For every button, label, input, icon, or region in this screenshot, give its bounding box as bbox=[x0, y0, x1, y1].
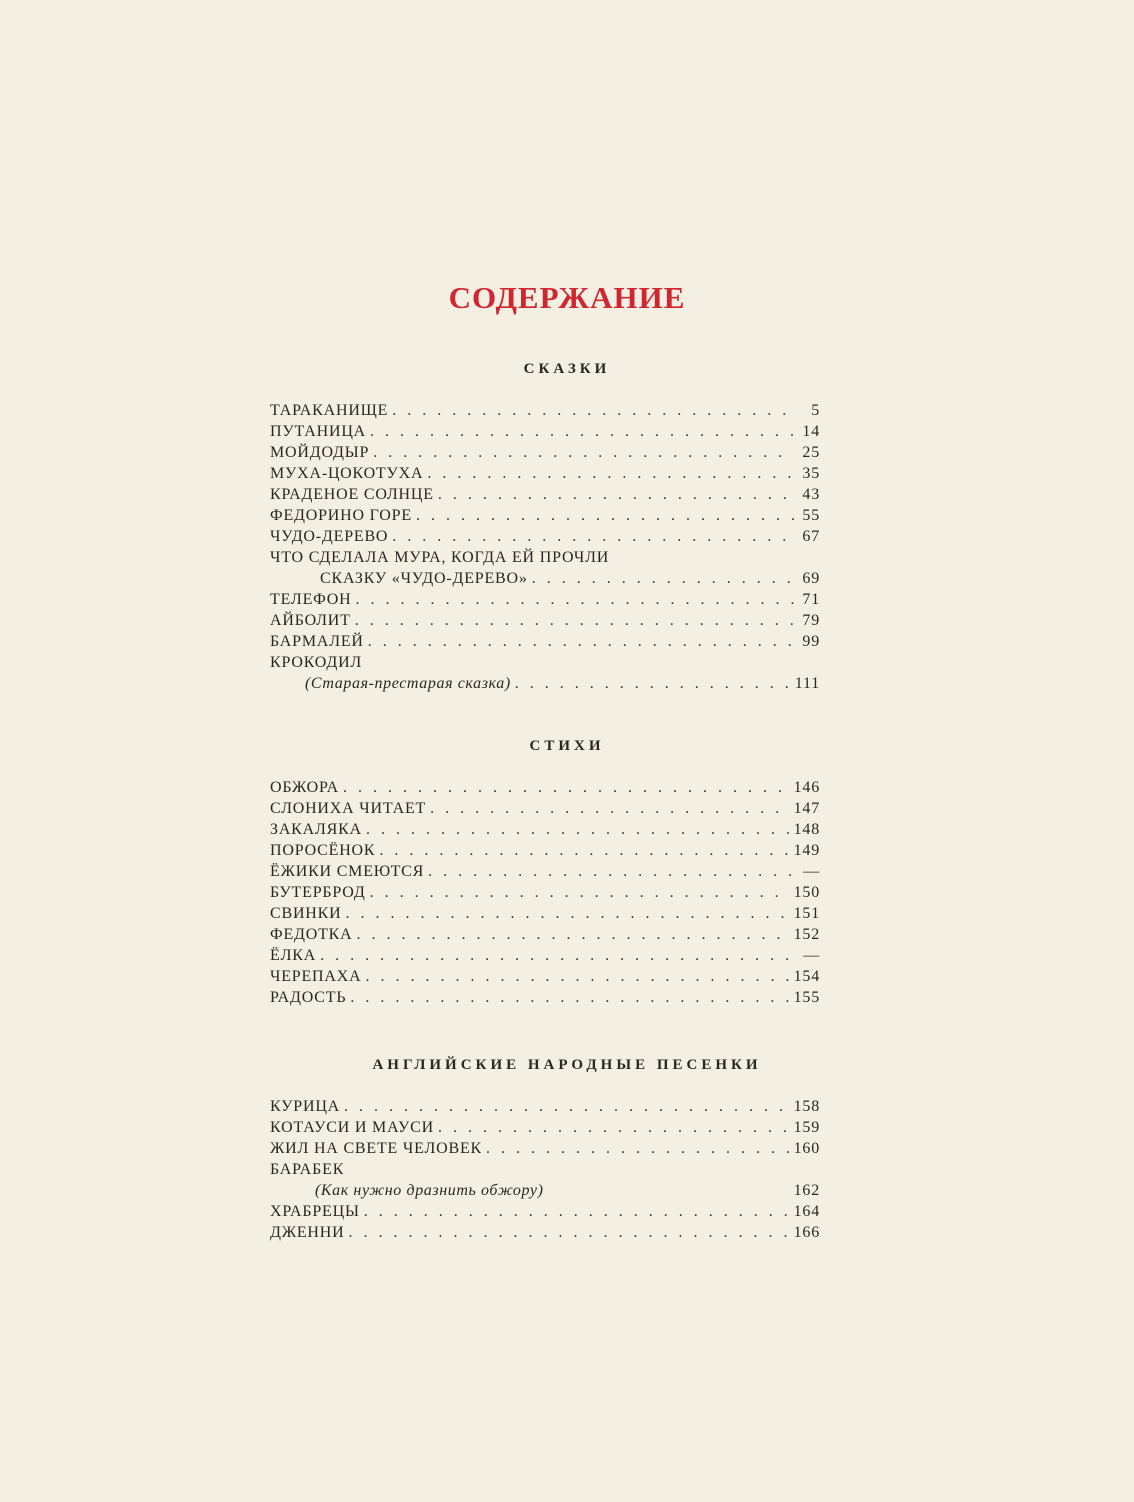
dot-leader bbox=[356, 926, 789, 944]
entry-page: 43 bbox=[802, 486, 820, 503]
entry-title: ЁЖИКИ СМЕЮТСЯ bbox=[270, 863, 425, 880]
toc-entry[interactable] bbox=[270, 612, 820, 633]
entry-title: РАДОСТЬ bbox=[270, 989, 347, 1006]
entry-title: ФЕДОТКА bbox=[270, 926, 353, 943]
entry-page: 155 bbox=[793, 989, 820, 1006]
toc-entry[interactable] bbox=[270, 968, 820, 989]
entry-page: 164 bbox=[793, 1203, 820, 1220]
toc-entry[interactable] bbox=[270, 800, 820, 821]
dot-leader bbox=[350, 989, 789, 1007]
section-heading-english-songs: АНГЛИЙСКИЕ НАРОДНЫЕ ПЕСЕНКИ bbox=[372, 1057, 762, 1073]
entry-page: 149 bbox=[793, 842, 820, 859]
toc-entry[interactable] bbox=[270, 1161, 820, 1182]
entry-title: БУТЕРБРОД bbox=[270, 884, 366, 901]
section-heading-fairy-tales: СКАЗКИ bbox=[523, 361, 611, 377]
toc-entry[interactable] bbox=[270, 423, 820, 444]
toc-entry[interactable] bbox=[270, 905, 820, 926]
entry-page: 55 bbox=[802, 507, 820, 524]
entry-title: СВИНКИ bbox=[270, 905, 342, 922]
toc-entry[interactable] bbox=[270, 633, 820, 654]
entry-title: ХРАБРЕЦЫ bbox=[270, 1203, 360, 1220]
toc-entry[interactable] bbox=[270, 1203, 820, 1224]
toc-entry[interactable] bbox=[270, 528, 820, 549]
entry-title: МОЙДОДЫР bbox=[270, 444, 370, 461]
dot-leader bbox=[532, 570, 794, 588]
entry-title: ОБЖОРА bbox=[270, 779, 340, 796]
entry-page: 99 bbox=[802, 633, 820, 650]
dot-leader bbox=[349, 1224, 790, 1242]
dot-leader bbox=[427, 465, 794, 483]
entry-title: ЧТО СДЕЛАЛА МУРА, КОГДА ЕЙ ПРОЧЛИ bbox=[270, 549, 610, 566]
entry-title: СЛОНИХА ЧИТАЕТ bbox=[270, 800, 427, 817]
entry-page: 5 bbox=[811, 402, 820, 419]
entry-page: 25 bbox=[802, 444, 820, 461]
entry-title: МУХА-ЦОКОТУХА bbox=[270, 465, 424, 482]
entry-title: ЧЕРЕПАХА bbox=[270, 968, 362, 985]
section-heading-poems: СТИХИ bbox=[529, 738, 605, 754]
dot-leader bbox=[379, 842, 789, 860]
toc-entry[interactable] bbox=[270, 863, 820, 884]
entry-title: АЙБОЛИТ bbox=[270, 612, 351, 629]
toc-entry[interactable] bbox=[270, 591, 820, 612]
toc-entry[interactable] bbox=[270, 1119, 820, 1140]
entry-title: ТЕЛЕФОН bbox=[270, 591, 352, 608]
toc-entry[interactable] bbox=[270, 486, 820, 507]
toc-list-english-songs bbox=[270, 1098, 820, 1245]
toc-list-fairy-tales bbox=[270, 402, 820, 696]
toc-entry[interactable] bbox=[270, 465, 820, 486]
dot-leader bbox=[486, 1140, 790, 1158]
entry-page: 152 bbox=[793, 926, 820, 943]
toc-entry[interactable] bbox=[270, 884, 820, 905]
toc-entry[interactable] bbox=[270, 989, 820, 1010]
dot-leader bbox=[416, 507, 794, 525]
entry-page: 14 bbox=[802, 423, 820, 440]
entry-subtitle: (Как нужно дразнить обжору) bbox=[315, 1182, 544, 1199]
entry-page: 71 bbox=[802, 591, 820, 608]
dot-leader bbox=[373, 444, 794, 462]
entry-page: 111 bbox=[794, 675, 820, 692]
dot-leader bbox=[368, 633, 794, 651]
entry-title: СКАЗКУ «ЧУДО-ДЕРЕВО» bbox=[320, 570, 528, 587]
dot-leader bbox=[366, 821, 790, 839]
entry-title: ЧУДО-ДЕРЕВО bbox=[270, 528, 389, 545]
entry-title: ПОРОСЁНОК bbox=[270, 842, 376, 859]
dot-leader bbox=[364, 1203, 790, 1221]
toc-list-poems bbox=[270, 779, 820, 1010]
toc-entry[interactable] bbox=[270, 570, 820, 591]
toc-entry[interactable] bbox=[270, 1224, 820, 1245]
entry-title: ЁЛКА bbox=[270, 947, 317, 964]
entry-page: 154 bbox=[793, 968, 820, 985]
dot-leader bbox=[370, 423, 794, 441]
toc-entry[interactable] bbox=[270, 926, 820, 947]
entry-page: 160 bbox=[793, 1140, 820, 1157]
entry-title: КРОКОДИЛ bbox=[270, 654, 363, 671]
dot-leader bbox=[344, 1098, 790, 1116]
dot-leader bbox=[392, 528, 794, 546]
entry-page: 158 bbox=[793, 1098, 820, 1115]
entry-page: 150 bbox=[793, 884, 820, 901]
toc-entry[interactable] bbox=[270, 1140, 820, 1161]
toc-entry[interactable] bbox=[270, 402, 820, 423]
entry-title: ДЖЕННИ bbox=[270, 1224, 345, 1241]
entry-page: 147 bbox=[793, 800, 820, 817]
toc-entry[interactable] bbox=[270, 444, 820, 465]
entry-page: 151 bbox=[793, 905, 820, 922]
dot-leader bbox=[370, 884, 790, 902]
entry-title: КУРИЦА bbox=[270, 1098, 341, 1115]
entry-title: ЗАКАЛЯКА bbox=[270, 821, 362, 838]
entry-title: БАРМАЛЕЙ bbox=[270, 633, 364, 650]
entry-title: БАРАБЕК bbox=[270, 1161, 345, 1178]
toc-entry[interactable] bbox=[270, 842, 820, 863]
dot-leader bbox=[438, 1119, 790, 1137]
page-title: СОДЕРЖАНИЕ bbox=[448, 280, 686, 315]
toc-entry[interactable] bbox=[270, 654, 820, 675]
toc-entry[interactable] bbox=[270, 1182, 820, 1203]
toc-entry[interactable] bbox=[270, 675, 820, 696]
toc-entry[interactable] bbox=[270, 507, 820, 528]
dot-leader bbox=[515, 675, 791, 693]
entry-title: ФЕДОРИНО ГОРЕ bbox=[270, 507, 412, 524]
toc-entry[interactable] bbox=[270, 821, 820, 842]
entry-subtitle: (Старая-престарая сказка) bbox=[305, 675, 511, 692]
entry-page: 67 bbox=[802, 528, 820, 545]
entry-page: — bbox=[803, 947, 820, 964]
entry-title: ТАРАКАНИЩЕ bbox=[270, 402, 389, 419]
dot-leader bbox=[428, 863, 794, 881]
entry-page: 162 bbox=[793, 1182, 820, 1199]
dot-leader bbox=[356, 591, 794, 609]
dot-leader bbox=[320, 947, 794, 965]
dot-leader bbox=[365, 968, 789, 986]
entry-page: 79 bbox=[802, 612, 820, 629]
dot-leader bbox=[355, 612, 794, 630]
entry-page: 69 bbox=[802, 570, 820, 587]
entry-page: 166 bbox=[793, 1224, 820, 1241]
dot-leader bbox=[438, 486, 794, 504]
dot-leader bbox=[343, 779, 790, 797]
toc-entry[interactable] bbox=[270, 779, 820, 800]
toc-entry[interactable] bbox=[270, 1098, 820, 1119]
entry-page: 148 bbox=[793, 821, 820, 838]
entry-page: 159 bbox=[793, 1119, 820, 1136]
entry-title: ПУТАНИЦА bbox=[270, 423, 367, 440]
entry-title: ЖИЛ НА СВЕТЕ ЧЕЛОВЕК bbox=[270, 1140, 482, 1157]
entry-title: КРАДЕНОЕ СОЛНЦЕ bbox=[270, 486, 434, 503]
dot-leader bbox=[345, 905, 789, 923]
entry-page: 35 bbox=[802, 465, 820, 482]
entry-page: 146 bbox=[793, 779, 820, 796]
entry-page: — bbox=[803, 863, 820, 880]
toc-entry[interactable] bbox=[270, 549, 820, 570]
dot-leader bbox=[430, 800, 789, 818]
entry-title: КОТАУСИ И МАУСИ bbox=[270, 1119, 434, 1136]
dot-leader bbox=[392, 402, 794, 420]
toc-entry[interactable] bbox=[270, 947, 820, 968]
